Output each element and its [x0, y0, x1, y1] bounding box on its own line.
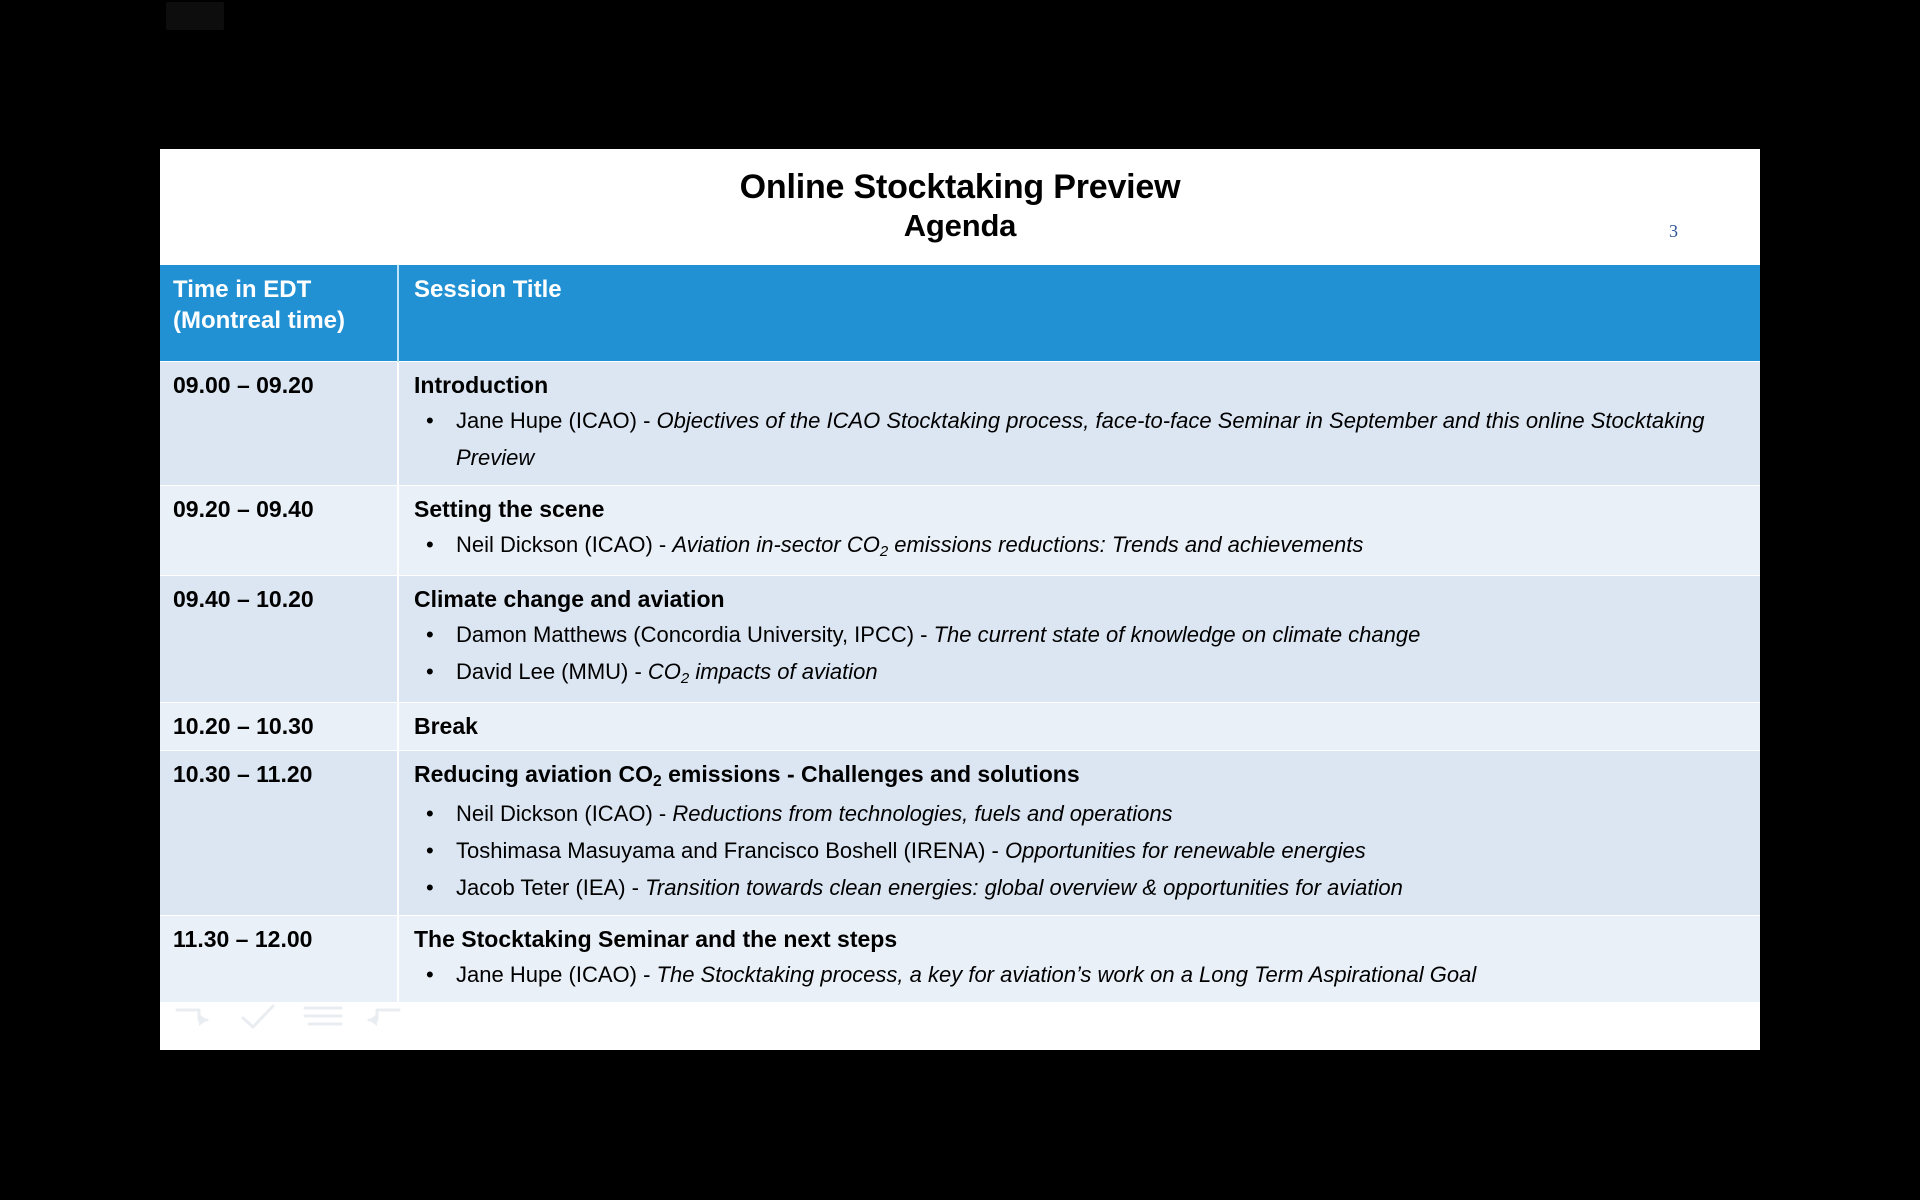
speaker-name: Neil Dickson (ICAO) -	[456, 531, 673, 557]
session-time: 11.30 – 12.00	[173, 925, 313, 952]
speaker-name: David Lee (MMU) -	[456, 658, 648, 684]
session-time: 10.30 – 11.20	[173, 760, 313, 787]
column-header-session: Session Title	[398, 265, 1760, 361]
session-heading: Climate change and aviation	[414, 585, 725, 612]
page-subtitle: Agenda	[903, 208, 1017, 243]
session-topic-part: emissions reductions: Trends and achievements	[888, 531, 1364, 557]
session-topic-part: impacts of aviation	[689, 658, 878, 684]
subscript: 2	[680, 669, 690, 687]
column-header-time-line1: Time in EDT	[173, 276, 312, 303]
table-cell-session	[398, 750, 1760, 915]
table-cell-session	[398, 915, 1760, 1002]
table-cell-session	[398, 361, 1760, 485]
ghost-toolbar-icons	[173, 996, 403, 1038]
presentation-slide	[160, 149, 1760, 1050]
session-time: 10.20 – 10.30	[173, 712, 314, 739]
agenda-table-header	[160, 265, 1760, 361]
session-topic: Reductions from technologies, fuels and operations	[672, 800, 1173, 826]
forward-arrow-icon-ghost	[369, 1010, 399, 1020]
speaker-name: Jacob Teter (IEA) -	[456, 874, 646, 900]
list-item	[414, 653, 1750, 693]
table-cell-session	[398, 485, 1760, 575]
session-heading-part: Reducing aviation CO	[414, 760, 653, 787]
session-topic: Transition towards clean energies: global overview & opportunities for aviation	[645, 874, 1403, 900]
session-topic: Objectives of the ICAO Stocktaking process, face-to-face Seminar in September and this online Stocktaking Preview	[456, 407, 1705, 470]
session-content	[399, 751, 1760, 915]
session-content	[399, 576, 1760, 702]
table-cell-time	[160, 361, 398, 485]
speaker-name: Damon Matthews (Concordia University, IPCC) -	[456, 621, 934, 647]
table-cell-time	[160, 915, 398, 1002]
session-bullet-list	[414, 956, 1750, 993]
list-item	[414, 832, 1750, 869]
table-cell-session	[398, 575, 1760, 702]
session-topic: The current state of knowledge on climate change	[933, 621, 1421, 647]
session-topic-part: Aviation in-sector CO	[672, 531, 880, 557]
session-content	[399, 486, 1760, 575]
subscript: 2	[652, 772, 662, 790]
session-heading: Setting the scene	[414, 495, 605, 522]
table-row	[160, 702, 1760, 750]
table-row	[160, 750, 1760, 915]
speaker-name: Jane Hupe (ICAO) -	[456, 407, 657, 433]
check-icon-ghost	[243, 1006, 273, 1027]
column-header-time	[160, 265, 398, 361]
table-header-row	[160, 265, 1760, 361]
session-content	[399, 916, 1760, 1002]
list-item	[414, 956, 1750, 993]
reply-arrow-icon-ghost	[177, 1010, 207, 1020]
session-bullet-list	[414, 616, 1750, 693]
speaker-name: Jane Hupe (ICAO) -	[456, 961, 657, 987]
session-heading-part: emissions - Challenges and solutions	[661, 760, 1080, 787]
session-time: 09.20 – 09.40	[173, 495, 314, 522]
page-title: Online Stocktaking Preview	[739, 168, 1181, 206]
session-topic: The Stocktaking process, a key for aviation’s work on a Long Term Aspirational Goal	[656, 961, 1477, 987]
agenda-table	[160, 265, 1760, 1002]
session-topic: Opportunities for renewable energies	[1004, 837, 1366, 863]
session-bullet-list	[414, 795, 1750, 906]
session-content	[399, 703, 1760, 750]
slide-number: 3	[1669, 221, 1678, 241]
agenda-table-body	[160, 361, 1760, 1002]
table-row	[160, 485, 1760, 575]
subscript: 2	[879, 542, 889, 560]
table-row	[160, 361, 1760, 485]
table-cell-time	[160, 702, 398, 750]
table-row	[160, 575, 1760, 702]
session-bullet-list	[414, 526, 1750, 566]
session-content	[399, 362, 1760, 485]
table-cell-time	[160, 750, 398, 915]
session-topic-part: CO	[647, 658, 681, 684]
session-bullet-list	[414, 402, 1750, 476]
speaker-name: Neil Dickson (ICAO) -	[456, 800, 673, 826]
session-heading: The Stocktaking Seminar and the next steps	[414, 925, 898, 952]
session-time: 09.40 – 10.20	[173, 585, 314, 612]
list-item	[414, 869, 1750, 906]
list-item	[414, 616, 1750, 653]
slide-title-block	[160, 149, 1760, 265]
table-cell-time	[160, 575, 398, 702]
list-item	[414, 795, 1750, 832]
speaker-name: Toshimasa Masuyama and Francisco Boshell (IRENA) -	[456, 837, 1005, 863]
ghost-artifact-top-left	[166, 2, 224, 30]
table-row	[160, 915, 1760, 1002]
session-heading	[414, 759, 1750, 793]
list-icon-ghost	[305, 1008, 341, 1024]
table-cell-session	[398, 702, 1760, 750]
session-heading: Break	[414, 712, 478, 739]
column-header-time-line2: (Montreal time)	[173, 307, 346, 334]
session-time: 09.00 – 09.20	[173, 371, 314, 398]
list-item	[414, 402, 1750, 476]
session-heading: Introduction	[414, 371, 549, 398]
list-item	[414, 526, 1750, 566]
table-cell-time	[160, 485, 398, 575]
